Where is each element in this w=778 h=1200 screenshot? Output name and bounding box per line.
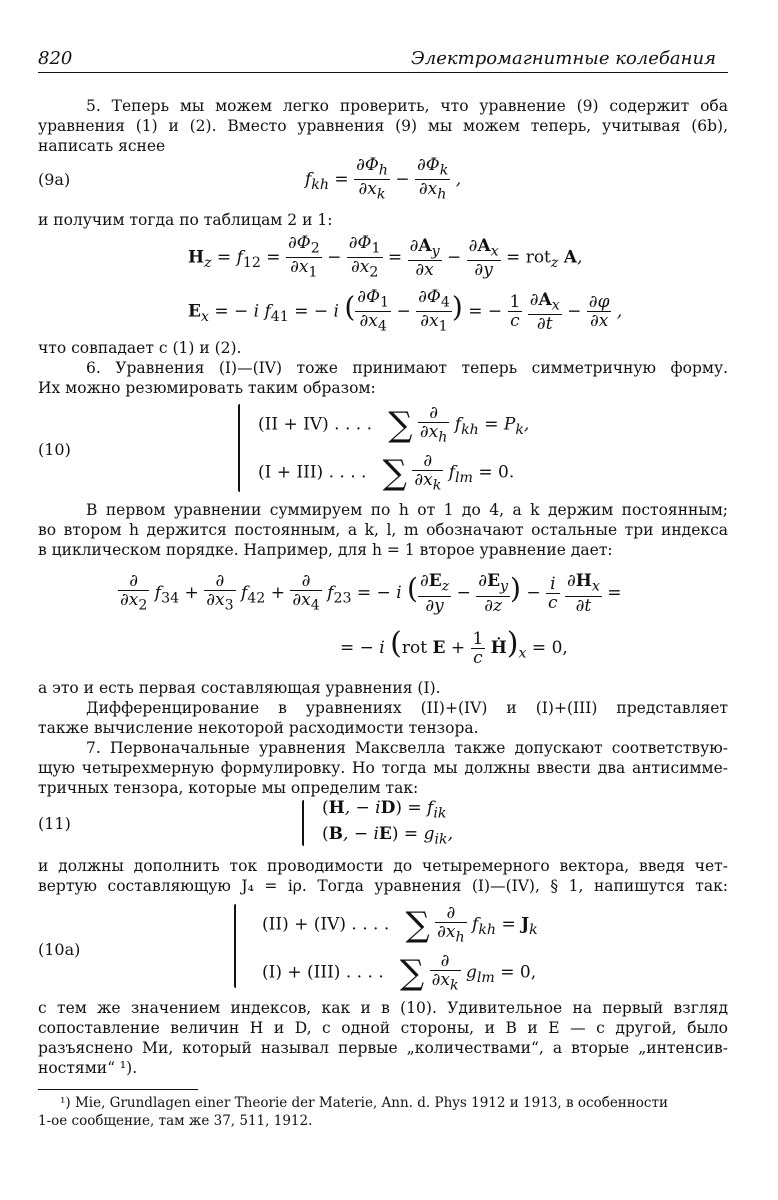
paragraph-line: написать яснее — [38, 137, 166, 155]
paragraph-line: и получим тогда по таблицам 2 и 1: — [38, 211, 333, 229]
footnote-line: ¹) Mie, Grundlagen einer Theorie der Materie, Ann. d. Phys 1912 и 1913, в особенности — [60, 1095, 668, 1111]
paragraph-line: в циклическом порядке. Например, для h = 1 второе уравнение дает: — [38, 541, 613, 559]
paragraph-line: Дифференцирование в уравнениях (II)+(IV) и (I)+(III) представляет — [86, 699, 728, 717]
formula-expand-1: ∂ $\partial x_2$ $f_{34}$ + ∂ $\partial x_3$ $f_{42}$ + ∂ $\partial x_4$ $f_{23}$ = − i ( $\frac{\partial E_z}{\partial y}$ − $\frac{\partial E_y}{\partial z}$ ) − $\frac{i}{c}$ $\frac{\partial H_x}{\partial t}$ = — [120, 571, 622, 616]
paragraph-line: и должны дополнить ток проводимости до четыремерного вектора, введя чет- — [38, 857, 728, 875]
paragraph-line: щую четырехмерную формулировку. Но тогда мы должны ввести два антисимме- — [38, 759, 728, 777]
formula-11-row1: (H, − $iD) = f_{ik}$ — [322, 798, 447, 822]
formula-10a-row1: (II) + (IV) . . . . ∑ ∂ $\partial x_h$ $f_{kh} = J_k$ — [262, 903, 538, 946]
footnote-rule — [38, 1089, 198, 1090]
page-number: 820 — [38, 48, 73, 69]
paragraph-line: 7. Первоначальные уравнения Максвелла также допускают соответствую- — [86, 739, 728, 757]
formula-10-row1: (II + IV) . . . . ∑ ∂ $\partial x_h$ $f_{kh} = P_k$, — [258, 403, 530, 446]
paragraph-line: во втором h держится постоянным, а k, l, m обозначают остальные три индекса — [38, 521, 728, 539]
paragraph-line: разъяснено Ми, который называл первые „количествами“, а вторые „интенсив- — [38, 1039, 728, 1057]
paragraph-line: с тем же значением индексов, как и в (10). Удивительное на первый взгляд — [38, 999, 728, 1017]
paragraph-line: тричных тензора, которые мы определим так: — [38, 779, 419, 797]
paragraph-line: а это и есть первая составляющая уравнения (I). — [38, 679, 441, 697]
formula-10-row2: (I + III) . . . . ∑ ∂ $\partial x_k$ $f_{lm} = 0$. — [258, 451, 515, 494]
equation-label-10: (10) — [38, 440, 71, 459]
formula-ex: $E_x$ = − i $f_{41}$ = − i ( $\frac{\partial\Phi_1}{\partial x_4}$ − $\frac{\partial\Phi_4}{\partial x_1}$ ) = − $\frac{1}{c}$ $\frac{\partial A_x}{\partial t}$ − $\frac{\partial\varphi}{\partial x}$ , — [188, 287, 623, 335]
paragraph-line: что совпадает с (1) и (2). — [38, 339, 242, 357]
paragraph-line: сопоставление величин H и D, с одной стороны, и B и E — с другой, было — [38, 1019, 728, 1037]
left-brace — [302, 800, 304, 846]
paragraph-line: 6. Уравнения (I)—(IV) тоже принимают теперь симметричную форму. — [86, 359, 728, 377]
formula-hz: $H_z = f_{12}$ = $\frac{\partial\Phi_2}{\partial x_1}$ − $\frac{\partial\Phi_1}{\partial x_2}$ = $\frac{\partial A_y}{\partial x}$ − $\frac{\partial A_x}{\partial y}$ = rot$_z$ A, — [188, 233, 583, 281]
equation-label-11: (11) — [38, 814, 71, 833]
paragraph-line: 5. Теперь мы можем легко проверить, что уравнение (9) содержит оба — [86, 97, 728, 115]
formula-expand-2: = − i (rot E + $\frac{1}{c}$ $Ḣ)_x = 0$, — [340, 626, 568, 668]
paragraph-line: вертую составляющую J₄ = iρ. Тогда уравнения (I)—(IV), § 1, напишутся так: — [38, 877, 728, 895]
formula-9a: $f_{kh}$ = $\frac{\partial\Phi_h}{\partial x_k}$ − $\frac{\partial\Phi_k}{\partial x_h}$ , — [305, 155, 462, 203]
paragraph-line: также вычисление некоторой расходимости тензора. — [38, 719, 479, 737]
equation-label-9a: (9a) — [38, 170, 71, 189]
footnote-line: 1-ое сообщение, там же 37, 511, 1912. — [38, 1113, 313, 1129]
running-header — [38, 48, 728, 73]
left-brace — [234, 904, 236, 988]
paragraph-line: В первом уравнении суммируем по h от 1 до 4, а k держим постоянным; — [86, 501, 728, 519]
left-brace — [238, 404, 240, 492]
formula-10a-row2: (I) + (III) . . . . ∑ ∂ $\partial x_k$ $g_{lm} = 0$, — [262, 951, 537, 994]
paragraph-line: Их можно резюмировать таким образом: — [38, 379, 376, 397]
formula-11-row2: (B, − $iE) = g_{ik}$, — [322, 824, 453, 848]
paragraph-line: уравнения (1) и (2). Вместо уравнения (9) мы можем теперь, учитывая (6b), — [38, 117, 728, 135]
paragraph-line: ностями“ ¹). — [38, 1059, 138, 1077]
running-title: Электромагнитные колебания — [410, 48, 716, 69]
equation-label-10a: (10a) — [38, 940, 81, 959]
